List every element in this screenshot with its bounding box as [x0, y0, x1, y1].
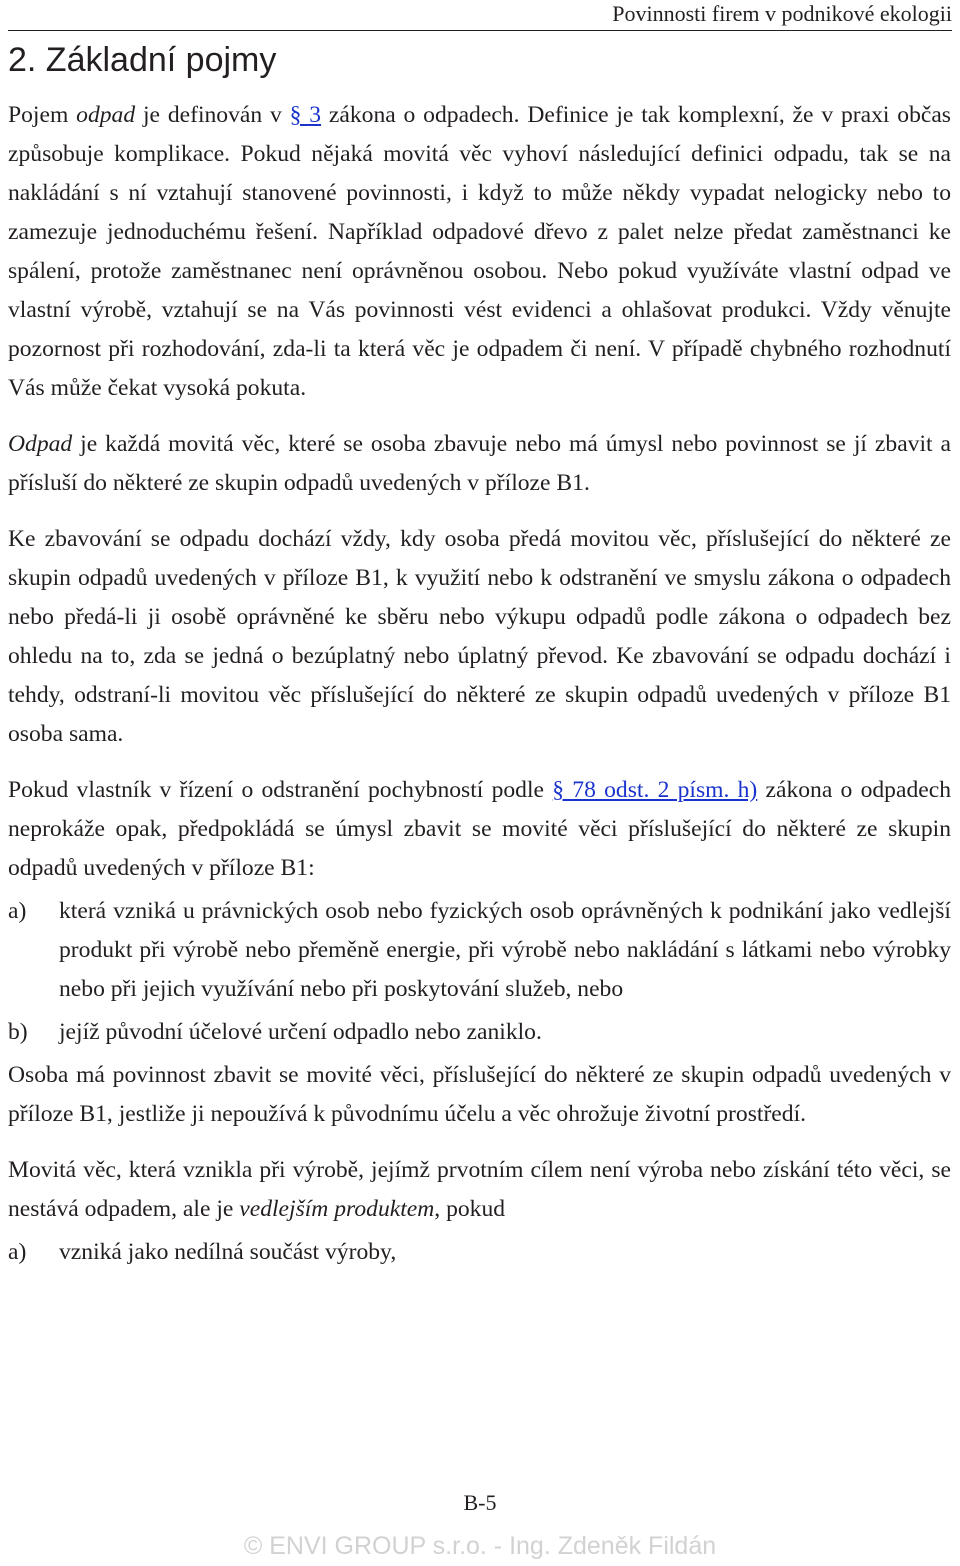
term-vedlejsi-produkt: vedlejším produktem	[239, 1196, 435, 1222]
byproduct-list	[8, 1233, 951, 1272]
term-odpad: odpad	[76, 102, 136, 128]
list-item	[8, 1233, 951, 1272]
list-item	[8, 1013, 951, 1052]
text-run: Pokud vlastník v řízení o odstranění pochybností podle	[8, 777, 553, 803]
list-item-text: jejíž původní účelové určení odpadlo nebo zaniklo.	[59, 1019, 542, 1045]
running-header: Povinnosti firem v podnikové ekologii	[8, 0, 952, 31]
paragraph-byproduct	[8, 1151, 951, 1229]
list-marker: a)	[8, 1239, 27, 1265]
chapter-title: 2. Základní pojmy	[8, 41, 277, 79]
presumption-list	[8, 892, 951, 1052]
footer-copyright: © ENVI GROUP s.r.o. - Ing. Zdeněk Fildán	[243, 1532, 717, 1560]
law-reference-link[interactable]: § 78 odst. 2 písm. h)	[552, 777, 758, 803]
paragraph-presumption	[8, 771, 951, 888]
list-item-text: která vzniká u právnických osob nebo fyzických osob oprávněných k podnikání jako vedlejší produkt při výrobě nebo přeměně energie, při výrobě nebo nakládání s látkami nebo výrobky nebo při jejich využívání nebo při poskytování služeb, nebo	[59, 898, 951, 1002]
text-run: je definován v	[135, 102, 290, 128]
text-run: Movitá věc, která vznikla při výrobě, jejímž prvotním cílem není výroba nebo získání této věci, se nestává odpadem, ale je	[8, 1157, 951, 1222]
text-run: je každá movitá věc, které se osoba zbavuje nebo má úmysl nebo povinnost se jí zbavit a přísluší do některé ze skupin odpadů uvedených v příloze B1.	[8, 431, 951, 496]
body-text	[8, 96, 951, 1276]
paragraph-obligation: Osoba má povinnost zbavit se movité věci, příslušející do některé ze skupin odpadů uvedených v příloze B1, jestliže ji nepoužívá k původnímu účelu a věc ohrožuje životní prostředí.	[8, 1062, 951, 1127]
text-run: Pojem	[8, 102, 77, 128]
term-odpad: Odpad	[8, 431, 73, 457]
list-marker: b)	[8, 1019, 28, 1045]
list-item	[8, 892, 951, 1009]
text-run: , pokud	[434, 1196, 506, 1222]
list-item-text: vzniká jako nedílná součást výroby,	[59, 1239, 397, 1265]
page-number: B-5	[463, 1490, 497, 1515]
text-run: zákona o odpadech. Definice je tak komplexní, že v praxi občas způsobuje komplikace. Pokud nějaká movitá věc vyhoví následující definici odpadu, tak se na nakládání s ní vztahují stanovené povinnosti, i když to může někdy vypadat nelogicky nebo to zamezuje jednoduchému řešení. Například odpadové dřevo z palet nelze předat zaměstnanci ke spálení, protože zaměstnanec není oprávněnou osobou. Nebo pokud využíváte vlastní odpad ve vlastní výrobě, vztahují se na Vás povinnosti vést evidenci a ohlašovat produkci. Vždy věnujte pozornost při rozhodování, zda-li ta která věc je odpadem či není. V případě chybného rozhodnutí Vás může čekat vysoká pokuta.	[8, 102, 951, 401]
law-reference-link[interactable]: § 3	[289, 102, 322, 128]
text-run: zákona o odpadech neprokáže opak, předpokládá se úmysl zbavit se movité věci příslušející do některé ze skupin odpadů uvedených v příloze B1:	[8, 777, 951, 881]
list-marker: a)	[8, 898, 27, 924]
paragraph-waste-definition-intro	[8, 96, 951, 408]
paragraph-disposal: Ke zbavování se odpadu dochází vždy, kdy osoba předá movitou věc, příslušející do některé ze skupin odpadů uvedených v příloze B1, k využití nebo k odstranění ve smyslu zákona o odpadech nebo předá-li ji osobě oprávněné ke sběru nebo výkupu odpadů podle zákona o odpadech bez ohledu na to, zda se jedná o bezúplatný nebo úplatný převod. Ke zbavování se odpadu dochází i tehdy, odstraní-li movitou věc příslušející do některé ze skupin odpadů uvedených v příloze B1 osoba sama.	[8, 526, 951, 747]
paragraph-waste-definition	[8, 425, 951, 503]
